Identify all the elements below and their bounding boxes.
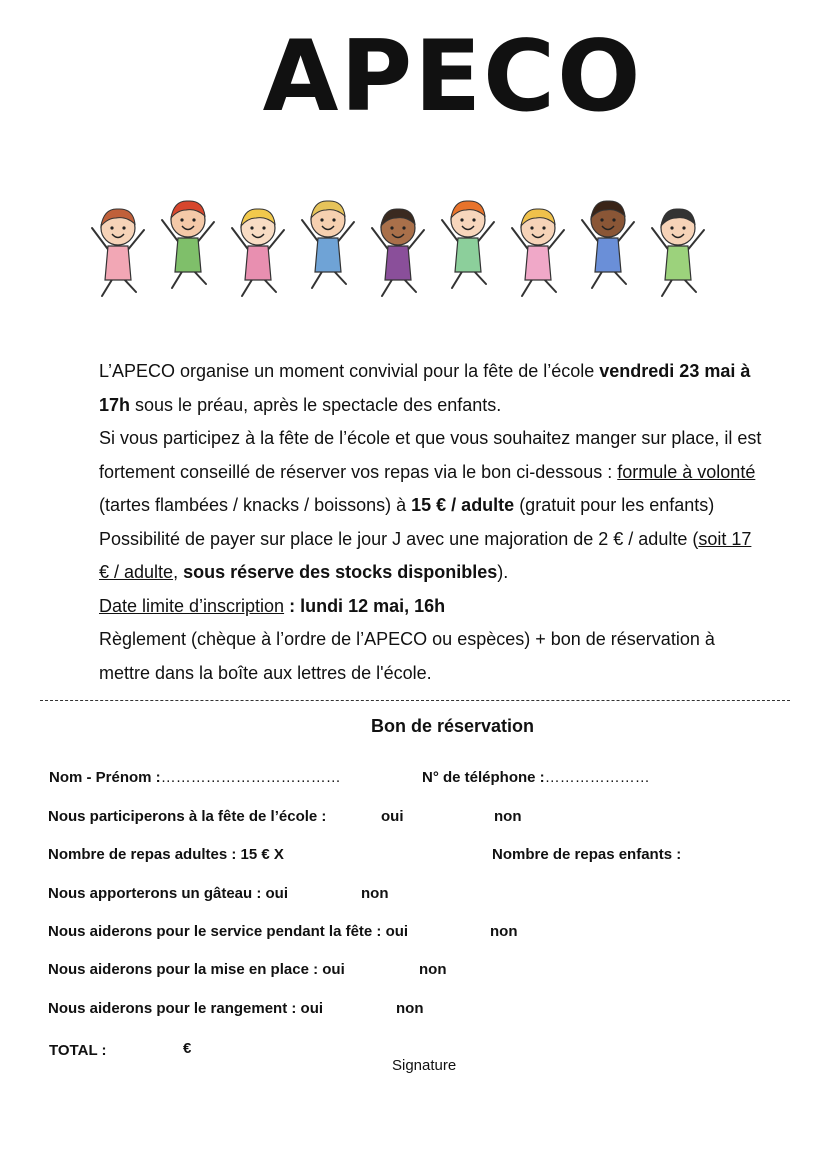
name-dots: ……………………………… — [160, 769, 341, 786]
deadline-label: Date limite d’inscription — [99, 596, 285, 616]
onsite-price: soit 17 — [698, 529, 752, 549]
service-yes[interactable]: Nous aiderons pour le service pendant la fête : oui — [48, 923, 409, 940]
setup-no[interactable]: non — [419, 961, 447, 978]
adult-price: 15 € / adulte — [411, 495, 515, 515]
participate-no[interactable]: non — [494, 808, 522, 825]
child-figure — [92, 209, 144, 296]
participate-yes[interactable]: oui — [381, 808, 404, 825]
tidy-yes[interactable]: Nous aiderons pour le rangement : oui — [48, 1000, 324, 1017]
child-figure — [442, 201, 494, 288]
child-figure — [302, 201, 354, 288]
setup-yes[interactable]: Nous aiderons pour la mise en place : oui — [48, 961, 345, 978]
cut-line-divider — [40, 700, 790, 701]
total-label: TOTAL : — [49, 1042, 107, 1059]
intro-text: Possibilité de payer sur place le jour J avec une majoration de 2 € / adulte ( — [99, 529, 699, 549]
intro-text: L’APECO organise un moment convivial pour la fête de l’école — [99, 361, 600, 381]
intro-line-5 — [99, 489, 811, 523]
intro-text: (gratuit pour les enfants) — [514, 495, 715, 515]
intro-text: (tartes flambées / knacks / boissons) à — [99, 495, 412, 515]
intro-text: Si vous participez à la fête de l’école et que vous souhaitez manger sur place, il est — [99, 428, 762, 448]
child-figure — [582, 201, 634, 288]
formula-label: formule à volonté — [617, 462, 756, 482]
name-field[interactable] — [49, 769, 341, 786]
intro-text: sous le préau, après le spectacle des enfants. — [130, 395, 502, 415]
name-label: Nom - Prénom : — [49, 769, 161, 786]
intro-line-4 — [99, 456, 811, 490]
adult-meals-field[interactable]: Nombre de repas adultes : 15 € X — [48, 846, 284, 863]
signature-label: Signature — [392, 1057, 457, 1074]
total-currency: € — [183, 1040, 192, 1057]
cake-no[interactable]: non — [361, 885, 389, 902]
stock-notice: sous réserve des stocks disponibles — [183, 562, 498, 582]
intro-line-10 — [99, 657, 811, 691]
intro-text: , — [173, 562, 184, 582]
phone-dots: ………………… — [544, 769, 650, 786]
intro-line-3 — [99, 422, 811, 456]
cake-yes[interactable]: Nous apporterons un gâteau : oui — [48, 885, 289, 902]
onsite-price-unit: € / adulte — [99, 562, 174, 582]
intro-line-6 — [99, 523, 811, 557]
intro-line-8 — [99, 590, 811, 624]
event-date: vendredi 23 mai à — [599, 361, 751, 381]
intro-text: Règlement (chèque à l’ordre de l’APECO ou espèces) + bon de réservation à — [99, 629, 715, 649]
intro-line-7 — [99, 556, 811, 590]
page-title: APECO — [262, 20, 643, 134]
intro-line-9 — [99, 623, 811, 657]
child-meals-field[interactable]: Nombre de repas enfants : — [492, 846, 682, 863]
child-figure — [162, 201, 214, 288]
dancing-children-illustration — [88, 196, 738, 321]
child-figure — [652, 209, 704, 296]
phone-field[interactable] — [422, 769, 650, 786]
event-time: 17h — [99, 395, 131, 415]
child-figure — [232, 209, 284, 296]
intro-text: ). — [497, 562, 509, 582]
service-no[interactable]: non — [490, 923, 518, 940]
intro-line-1 — [99, 355, 811, 389]
participate-label: Nous participerons à la fête de l’école : — [48, 808, 327, 825]
deadline-date: : lundi 12 mai, 16h — [284, 596, 446, 616]
form-title: Bon de réservation — [370, 716, 535, 736]
tidy-no[interactable]: non — [396, 1000, 424, 1017]
child-figure — [372, 209, 424, 296]
intro-line-2 — [99, 389, 811, 423]
phone-label: N° de téléphone : — [422, 769, 545, 786]
intro-text: fortement conseillé de réserver vos repas via le bon ci-dessous : — [99, 462, 618, 482]
intro-text: mettre dans la boîte aux lettres de l'école. — [99, 663, 432, 683]
child-figure — [512, 209, 564, 296]
